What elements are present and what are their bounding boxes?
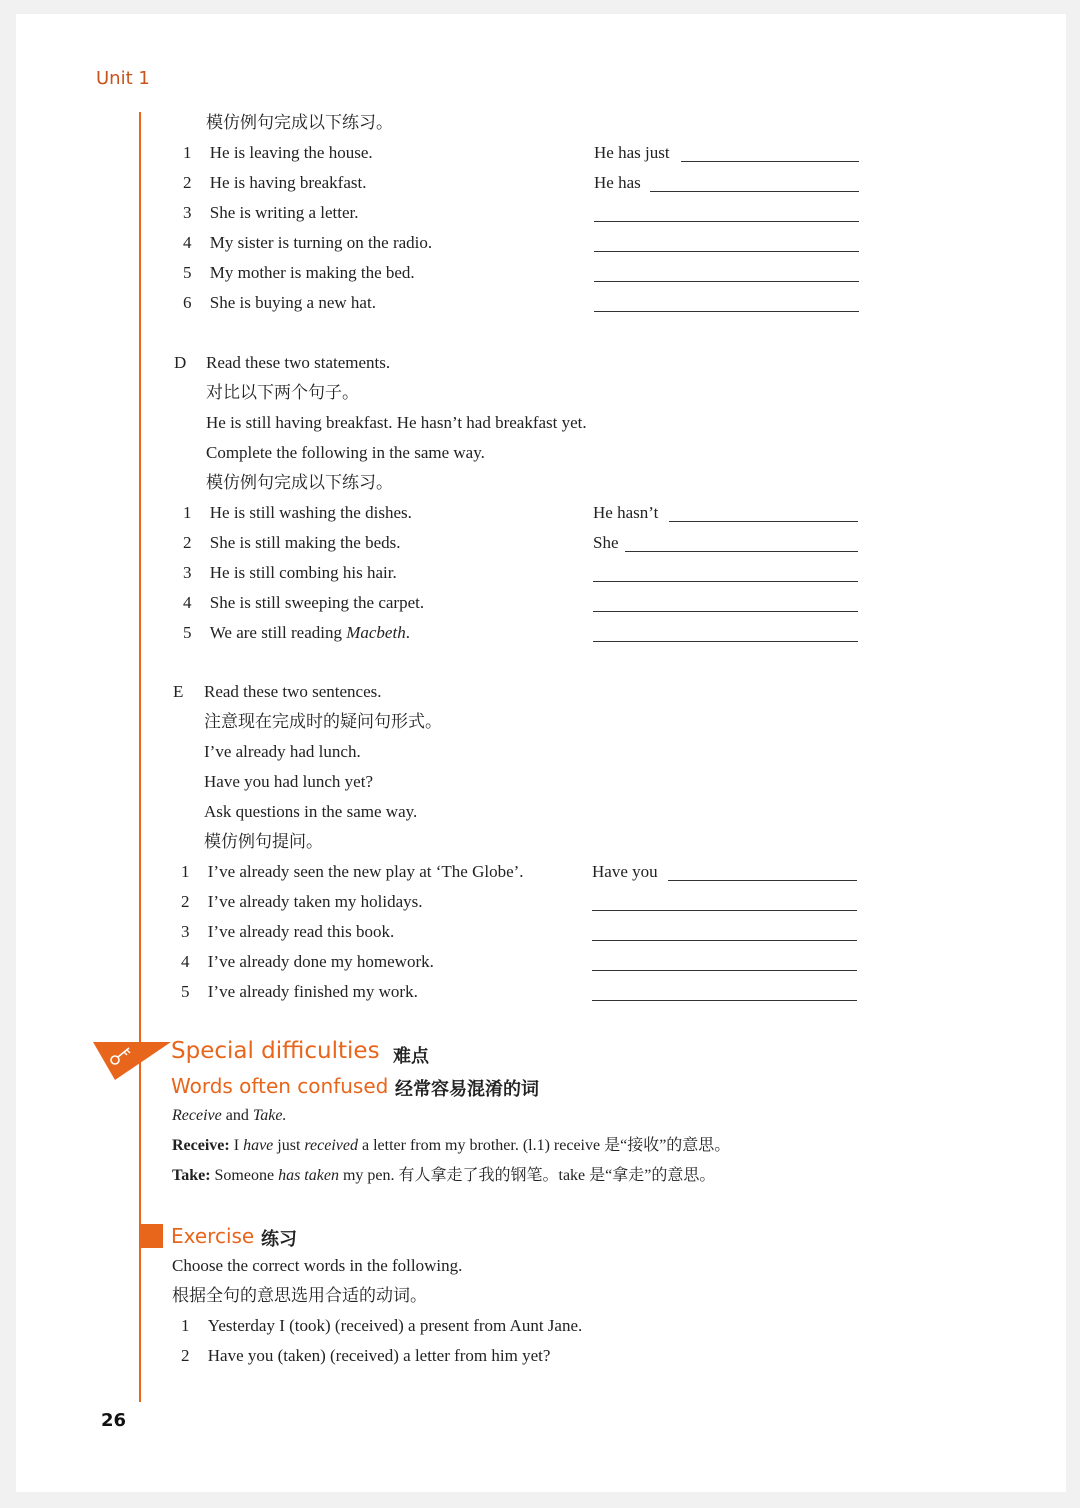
partD-instruction: Complete the following in the same way. bbox=[206, 443, 485, 462]
list-item: 5 We are still reading Macbeth. bbox=[183, 623, 410, 642]
margin-rule bbox=[139, 112, 141, 1402]
exercise-instruction: Choose the correct words in the following. bbox=[172, 1256, 463, 1275]
exercise-title: Exercise bbox=[171, 1224, 255, 1248]
answer-blank[interactable] bbox=[669, 521, 858, 522]
list-item: 1 He is leaving the house. bbox=[183, 143, 373, 162]
words-confused-title-cn: 经常容易混淆的词 bbox=[395, 1079, 539, 1100]
receive-explanation: Receive: I have just received a letter from my brother. (l.1) receive 是“接收”的意思。 bbox=[172, 1137, 731, 1154]
words-confused-title: Words often confused bbox=[171, 1074, 389, 1098]
partD-title: Read these two statements. bbox=[206, 353, 391, 372]
partE-instruction: Ask questions in the same way. bbox=[204, 802, 418, 821]
partC-instruction-cn: 模仿例句完成以下练习。 bbox=[206, 113, 393, 132]
partE-example-1: I’ve already had lunch. bbox=[204, 742, 361, 761]
answer-blank[interactable] bbox=[668, 880, 857, 881]
answer-blank[interactable] bbox=[625, 551, 858, 552]
answer-prefix: Have you bbox=[592, 862, 658, 881]
partE-title-cn: 注意现在完成时的疑问句形式。 bbox=[204, 712, 442, 731]
partD-instruction-cn: 模仿例句完成以下练习。 bbox=[206, 473, 393, 492]
exercise-instruction-cn: 根据全句的意思选用合适的动词。 bbox=[172, 1286, 427, 1305]
list-item: 1 I’ve already seen the new play at ‘The Globe’. bbox=[181, 862, 524, 881]
answer-blank[interactable] bbox=[593, 581, 858, 582]
list-item: 2 She is still making the beds. bbox=[183, 533, 401, 552]
partE-instruction-cn: 模仿例句提问。 bbox=[204, 832, 323, 851]
list-item: 4 She is still sweeping the carpet. bbox=[183, 593, 425, 612]
answer-blank[interactable] bbox=[592, 1000, 857, 1001]
answer-blank[interactable] bbox=[594, 221, 859, 222]
section-letter: D bbox=[174, 353, 187, 372]
answer-blank[interactable] bbox=[592, 970, 857, 971]
answer-blank[interactable] bbox=[594, 251, 859, 252]
answer-prefix: He hasn’t bbox=[593, 503, 659, 522]
special-difficulties-title-cn: 难点 bbox=[393, 1046, 429, 1067]
page-number: 26 bbox=[101, 1410, 127, 1431]
list-item: 3 I’ve already read this book. bbox=[181, 922, 395, 941]
take-explanation: Take: Someone has taken my pen. 有人拿走了我的钢笔。take 是“拿走”的意思。 bbox=[172, 1167, 716, 1184]
answer-blank[interactable] bbox=[594, 281, 859, 282]
section-letter: E bbox=[173, 682, 184, 701]
list-item: 3 He is still combing his hair. bbox=[183, 563, 397, 582]
exercise-marker bbox=[139, 1224, 163, 1248]
partD-title-cn: 对比以下两个句子。 bbox=[206, 383, 359, 402]
word-pair: Receive and Take. bbox=[172, 1107, 287, 1124]
list-item: 4 My sister is turning on the radio. bbox=[183, 233, 433, 252]
answer-blank[interactable] bbox=[593, 641, 858, 642]
list-item: 5 I’ve already finished my work. bbox=[181, 982, 418, 1001]
list-item: 4 I’ve already done my homework. bbox=[181, 952, 434, 971]
list-item: 1 Yesterday I (took) (received) a present from Aunt Jane. bbox=[181, 1316, 583, 1335]
answer-prefix: She bbox=[593, 533, 619, 552]
list-item: 2 He is having breakfast. bbox=[183, 173, 367, 192]
answer-blank[interactable] bbox=[681, 161, 859, 162]
answer-blank[interactable] bbox=[592, 910, 857, 911]
answer-blank[interactable] bbox=[594, 311, 859, 312]
partE-example-2: Have you had lunch yet? bbox=[204, 772, 373, 791]
list-item: 6 She is buying a new hat. bbox=[183, 293, 376, 312]
unit-label: Unit 1 bbox=[96, 68, 150, 89]
answer-blank[interactable] bbox=[650, 191, 859, 192]
list-item: 3 She is writing a letter. bbox=[183, 203, 359, 222]
list-item: 1 He is still washing the dishes. bbox=[183, 503, 412, 522]
partD-example: He is still having breakfast. He hasn’t had breakfast yet. bbox=[206, 413, 587, 432]
list-item: 2 I’ve already taken my holidays. bbox=[181, 892, 423, 911]
answer-prefix: He has just bbox=[594, 143, 670, 162]
exercise-title-cn: 练习 bbox=[261, 1229, 297, 1250]
key-flag-icon bbox=[93, 1042, 171, 1080]
list-item: 5 My mother is making the bed. bbox=[183, 263, 415, 282]
answer-prefix: He has bbox=[594, 173, 641, 192]
answer-blank[interactable] bbox=[592, 940, 857, 941]
partE-title: Read these two sentences. bbox=[204, 682, 382, 701]
answer-blank[interactable] bbox=[593, 611, 858, 612]
list-item: 2 Have you (taken) (received) a letter from him yet? bbox=[181, 1346, 551, 1365]
special-difficulties-title: Special difficulties bbox=[171, 1038, 380, 1064]
